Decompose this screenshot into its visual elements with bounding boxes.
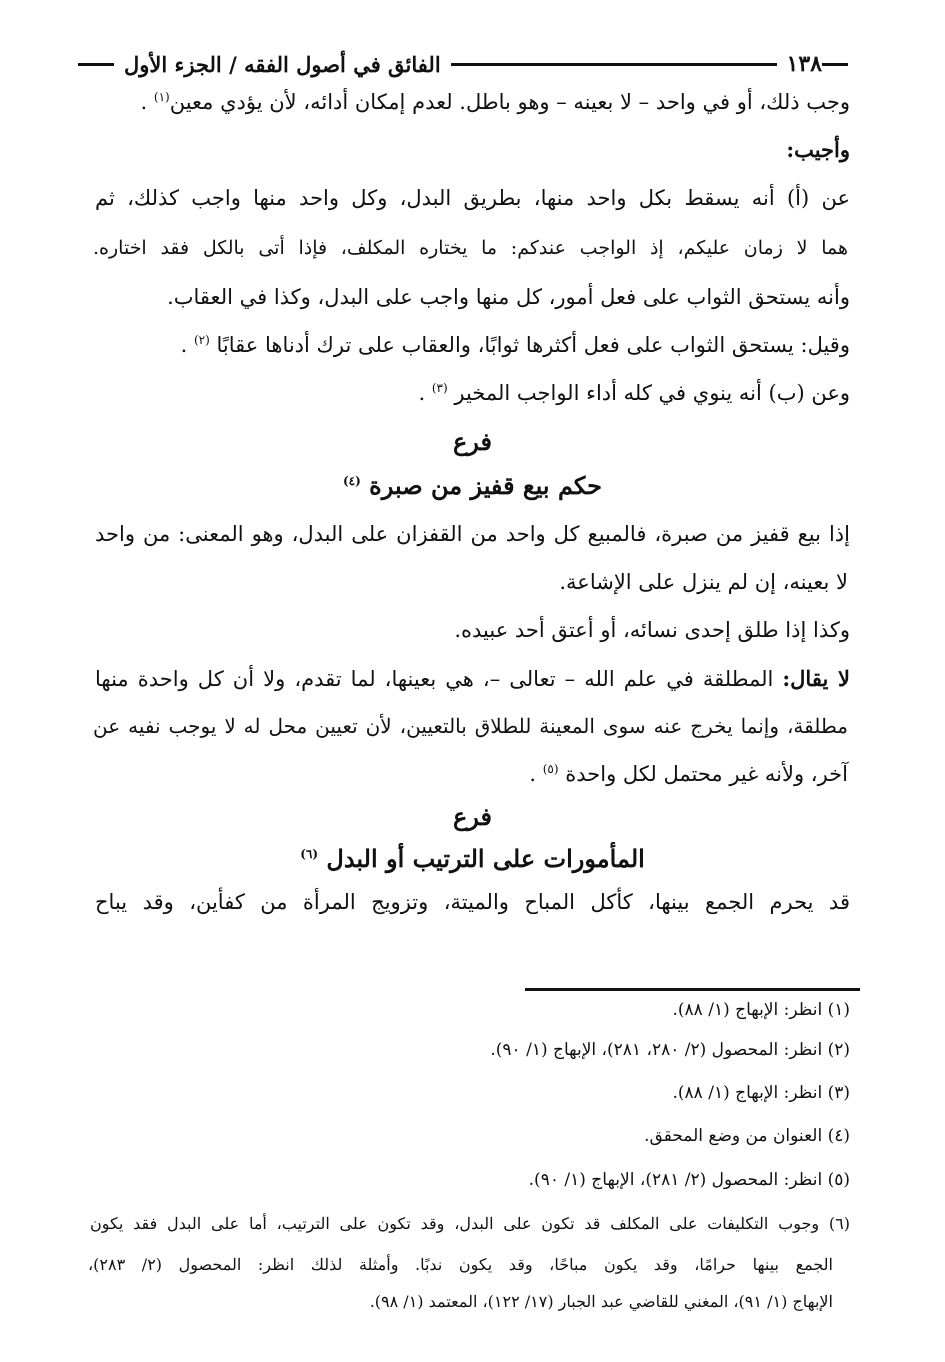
- emphasis-label: لا يقال:: [782, 666, 850, 691]
- footnote: (٤) العنوان من وضع المحقق.: [644, 1126, 850, 1146]
- paragraph-line: وقيل: يستحق الثواب على فعل أكثرها ثوابًا، والعقاب على ترك أدناها عقابًا $^{(٢)}$ .: [180, 333, 850, 357]
- footnote-continuation: الإبهاج (١/ ٩١)، المغني للقاضي عبد الجبار (١٧/ ١٢٢)، المعتمد (١/ ٩٨).: [369, 1292, 833, 1311]
- header-rule-left: [78, 63, 114, 66]
- paragraph-line: عن (أ) أنه يسقط بكل واحد منها، بطريق البدل، وكل واحد منها واجب كذلك، ثم: [95, 186, 850, 210]
- paragraph-line: قد يحرم الجمع بينها، كأكل المباح والميتة، وتزويج المرأة من كفأين، وقد يباح: [95, 890, 850, 914]
- paragraph-line: وجب ذلك، أو في واحد – لا بعينه – وهو باطل. لعدم إمكان أدائه، لأن يؤدي معين$^{(١)}$ .: [140, 90, 850, 114]
- paragraph-line: لا يقال: المطلقة في علم الله – تعالى –، هي بعينها، لما تقدم، ولا أن كل واحدة منها: [95, 666, 850, 691]
- footnote: (٢) انظر: المحصول (٢/ ٢٨٠، ٢٨١)، الإبهاج (١/ ٩٠).: [490, 1040, 850, 1060]
- footnote-separator: [525, 988, 860, 991]
- page-number: ١٣٨: [786, 51, 822, 77]
- header-title: الفائق في أصول الفقه / الجزء الأول: [124, 51, 441, 77]
- paragraph-line: وأنه يستحق الثواب على فعل أمور، كل منها واجب على البدل، وكذا في العقاب.: [167, 285, 850, 309]
- footnote-ref: (١): [153, 90, 170, 104]
- paragraph-line: هما لا زمان عليكم، إذ الواجب عندكم: ما يختاره المكلف، فإذا أتى بالكل فقد اختاره.: [93, 237, 848, 259]
- footnote: (١) انظر: الإبهاج (١/ ٨٨).: [672, 1000, 850, 1020]
- paragraph-line: وكذا إذا طلق إحدى نسائه، أو أعتق أحد عبيده.: [454, 618, 850, 642]
- section-heading: حكم بيع قفيز من صبرة $^{(٤)}$: [342, 471, 603, 500]
- header-rule-middle: [451, 63, 777, 66]
- section-label: فرع: [452, 802, 493, 831]
- footnote: (٦) وجوب التكليفات على المكلف قد تكون على البدل، وقد تكون على الترتيب، أما على البدل فقد يكون: [90, 1214, 850, 1233]
- paragraph-line: مطلقة، وإنما يخرج عنه سوى المعينة للطلاق بالتعيين، لأن تعيين محل له لا يوجب نفيه عن: [93, 714, 848, 738]
- footnote-continuation: الجمع بينها حرامًا، وقد يكون مباحًا، وقد يكون ندبًا. وأمثلة لذلك انظر: المحصول (٢/ ٢٨٣)،: [88, 1255, 833, 1274]
- footnote-ref: (٦): [300, 847, 319, 861]
- footnote-ref: (٤): [342, 474, 361, 488]
- paragraph-line: آخر، ولأنه غير محتمل لكل واحدة $^{(٥)}$ .: [529, 762, 848, 786]
- paragraph-line: وعن (ب) أنه ينوي في كله أداء الواجب المخير $^{(٣)}$ .: [418, 381, 850, 405]
- footnote-ref: (٢): [193, 333, 210, 347]
- footnote-ref: (٥): [542, 762, 559, 776]
- footnote-ref: (٣): [431, 381, 448, 395]
- section-label: فرع: [452, 427, 493, 456]
- paragraph-line: إذا بيع قفيز من صبرة، فالمبيع كل واحد من القفزان على البدل، وهو المعنى: من واحد: [95, 522, 850, 546]
- paragraph-line: لا بعينه، إن لم ينزل على الإشاعة.: [559, 570, 848, 594]
- paragraph-line: وأجيب:: [786, 137, 850, 162]
- footnote: (٥) انظر: المحصول (٢/ ٢٨١)، الإبهاج (١/ ٩٠).: [528, 1170, 850, 1190]
- section-heading: المأمورات على الترتيب أو البدل $^{(٦)}$: [300, 844, 645, 873]
- header-rule-right: [822, 63, 848, 66]
- running-header: [78, 44, 848, 84]
- footnote: (٣) انظر: الإبهاج (١/ ٨٨).: [672, 1083, 850, 1103]
